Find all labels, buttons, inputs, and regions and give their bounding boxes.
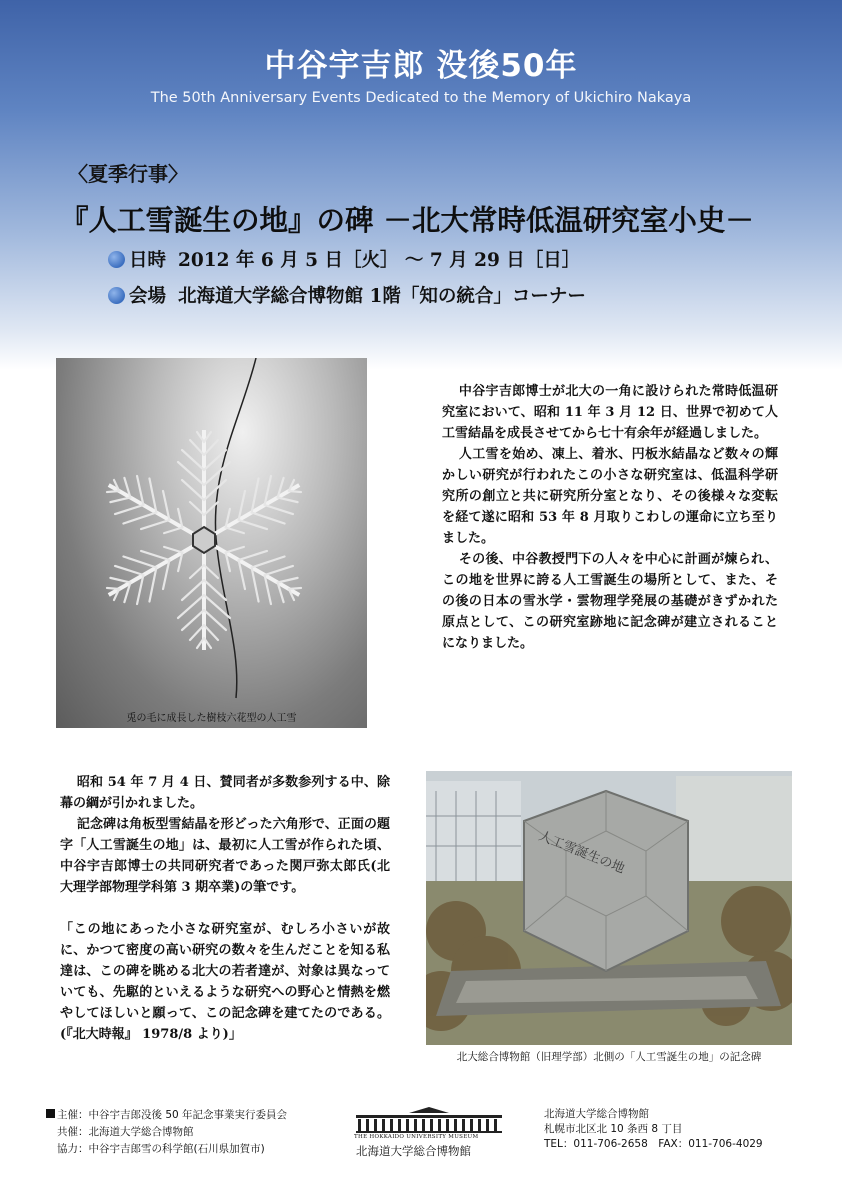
cooperation: 協力：中谷宇吉郎雪の科学館(石川県加賀市) <box>57 1143 265 1155</box>
history-paragraph: 中谷宇吉郎博士が北大の一角に設けられた常時低温研究室において、昭和 11 年 3 月 12 日、世界で初めて人工雪結晶を成長させてから七十有余年が経過しました。 <box>442 384 778 441</box>
venue-row <box>108 282 586 308</box>
bullet-icon <box>108 287 125 304</box>
phone-fax: TEL：011-706-2658 FAX：011-706-4029 <box>544 1138 763 1150</box>
address: 札幌市北区北 10 条西 8 丁目 <box>544 1123 683 1135</box>
monument-caption: 北大総合博物館（旧理学部）北側の「人工雪誕生の地」の記念碑 <box>456 1051 762 1063</box>
credits <box>46 1107 287 1158</box>
date-label: 日時 <box>129 250 167 271</box>
monument-photo <box>426 771 792 1045</box>
snowflake-photo <box>56 358 367 728</box>
page-title: 中谷宇吉郎 没後50年 <box>264 48 578 84</box>
museum-name-jp: 北海道大学総合博物館 <box>356 1144 471 1158</box>
event-type: 〈夏季行事〉 <box>68 162 188 186</box>
exhibit-title: 『人工雪誕生の地』の碑 －北大常時低温研究室小史－ <box>60 204 754 237</box>
date-row <box>108 246 580 272</box>
monument-paragraph: 記念碑は角板型雪結晶を形どった六角形で、正面の題字「人工雪誕生の地」は、最初に人工雪が作られた頃、中谷宇吉郎博士の共同研究者であった関戸弥太郎氏(北大理学部物理学科第 3 期卒業)の筆です。 <box>60 817 390 895</box>
venue-label: 会場 <box>129 286 167 307</box>
organizer: 主催：中谷宇吉郎没後 50 年記念事業実行委員会 <box>57 1109 288 1121</box>
date-value: 2012 年 6 月 5 日［火］ ～ 7 月 29 日［日］ <box>178 250 581 271</box>
monument-inscription: 人工雪誕生の地 <box>536 828 627 877</box>
page-subtitle-en: The 50th Anniversary Events Dedicated to the Memory of Ukichiro Nakaya <box>150 90 692 106</box>
history-text <box>442 381 778 654</box>
snowflake-caption: 兎の毛に成長した樹枝六花型の人工雪 <box>126 713 297 724</box>
square-bullet-icon <box>46 1109 55 1118</box>
museum-name-en: THE HOKKAIDO UNIVERSITY MUSEUM <box>354 1134 479 1140</box>
monument-paragraph: 昭和 54 年 7 月 4 日、賛同者が多数参列する中、除幕の綱が引かれました。 <box>60 775 390 811</box>
venue-value: 北海道大学総合博物館 1階「知の統合」コーナー <box>178 286 586 307</box>
history-paragraph: 人工雪を始め、凍上、着氷、円板氷結晶など数々の輝かしい研究が行われたこの小さな研究室は、低温科学研究所の創立と共に研究所分室となり、その後様々な変転を経て遂に昭和 53 年 8 月取りこわしの運命に立ち至りました。 <box>442 447 778 546</box>
museum-building-icon <box>354 1105 504 1135</box>
monument-text <box>60 772 390 1045</box>
address-name: 北海道大学総合博物館 <box>544 1108 649 1120</box>
cohost: 共催：北海道大学総合博物館 <box>57 1126 194 1138</box>
contact-info <box>544 1107 763 1152</box>
history-paragraph: その後、中谷教授門下の人々を中心に計画が煉られ、この地を世界に誇る人工雪誕生の場所として、また、その後の日本の雪氷学・雲物理学発展の基礎がきずかれた原点として、この研究室跡地に記念碑が建立されることになりました。 <box>442 552 778 651</box>
bullet-icon <box>108 251 125 268</box>
monument-quote: 「この地にあった小さな研究室が、むしろ小さいが故に、かつて密度の高い研究の数々を生んだことを知る私達は、この碑を眺める北大の若者達が、対象は異なっていても、先駆的といえるような研究への野心と情熱を燃やしてほしいと願って、この記念碑を建てたのである。(『北大時報』 1978/8 より)」 <box>60 922 390 1042</box>
